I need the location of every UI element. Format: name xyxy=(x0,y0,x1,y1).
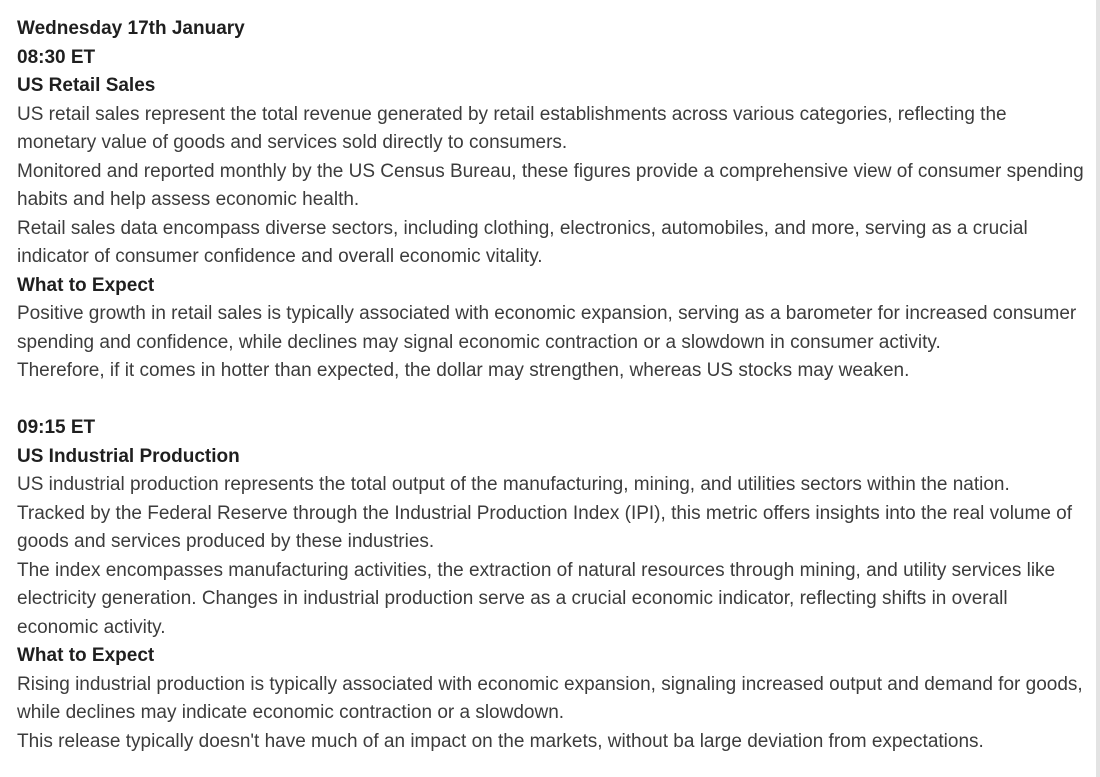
event-paragraph: The index encompasses manufacturing activities, the extraction of natural resources through mining, and utility services like electricity generation. Changes in industrial production serve as a crucial economic indicator, reflecting shifts in overall economic activity. xyxy=(17,559,1056,638)
expect-paragraph: Positive growth in retail sales is typically associated with economic expansion, serving as a barometer for increased consumer spending and confidence, while declines may signal economic contraction or a slowdown in consumer activity. xyxy=(17,303,1077,353)
event-industrial-production xyxy=(17,414,1085,756)
event-time: 08:30 ET xyxy=(17,46,96,68)
expect-paragraph: This release typically doesn't have much of an impact on the markets, without ba large deviation from expectations. xyxy=(17,730,984,752)
what-to-expect-heading: What to Expect xyxy=(17,274,155,296)
event-paragraph: US industrial production represents the total output of the manufacturing, mining, and utilities sectors within the nation. xyxy=(17,474,1010,495)
event-time: 09:15 ET xyxy=(17,417,96,438)
section-spacer xyxy=(17,386,1085,415)
event-paragraph: Monitored and reported monthly by the US Census Bureau, these figures provide a comprehensive view of consumer spending habits and help assess economic health. xyxy=(17,160,1084,210)
what-to-expect-heading: What to Expect xyxy=(17,645,155,666)
event-paragraph: US retail sales represent the total revenue generated by retail establishments across various categories, reflecting the monetary value of goods and services sold directly to consumers. xyxy=(17,103,1007,153)
expect-paragraph: Therefore, if it comes in hotter than expected, the dollar may strengthen, whereas US stocks may weaken. xyxy=(17,360,910,381)
document-body xyxy=(17,15,1085,756)
expect-paragraph: Rising industrial production is typically associated with economic expansion, signaling increased output and demand for goods, while declines may indicate economic contraction or a slowdown. xyxy=(17,673,1083,723)
event-paragraph: Tracked by the Federal Reserve through the Industrial Production Index (IPI), this metric offers insights into the real volume of goods and services produced by these industries. xyxy=(17,502,1073,552)
event-retail-sales xyxy=(17,44,1085,386)
event-paragraph: Retail sales data encompass diverse sectors, including clothing, electronics, automobiles, and more, serving as a crucial indicator of consumer confidence and overall economic vitality. xyxy=(17,217,1028,267)
date-heading: Wednesday 17th January xyxy=(17,18,245,39)
event-title: US Industrial Production xyxy=(17,445,240,467)
event-title: US Retail Sales xyxy=(17,75,156,96)
